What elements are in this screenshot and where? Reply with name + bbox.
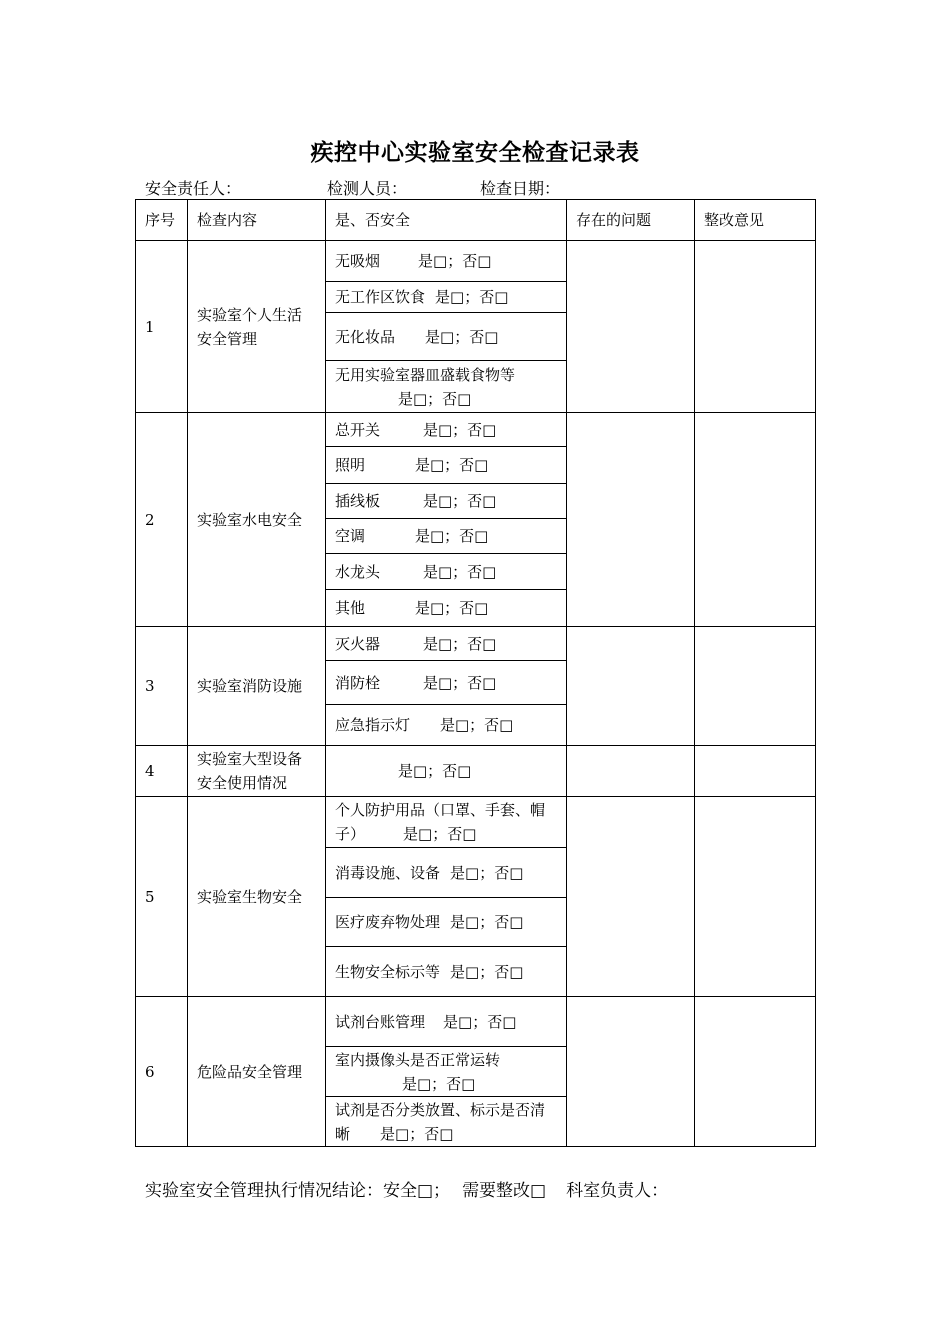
yes-no-options[interactable]: 是□；否□	[423, 673, 497, 692]
yes-no-options[interactable]: 是□；否□	[440, 716, 514, 734]
check-item	[326, 484, 567, 519]
department-head-label: 科室负责人：	[566, 1181, 669, 1201]
check-item	[326, 554, 567, 590]
check-item	[326, 282, 567, 313]
yes-no-options[interactable]: 是□；否□	[450, 962, 524, 981]
conclusion-rectify-checkbox[interactable]: 需要整改□	[462, 1181, 547, 1201]
table-row	[136, 746, 816, 797]
check-item	[326, 447, 567, 484]
item-text: 水龙头	[335, 562, 381, 581]
check-item	[326, 661, 567, 705]
check-item	[326, 361, 567, 413]
yes-no-options[interactable]: 是□；否□	[415, 599, 489, 617]
group-content: 实验室水电安全	[188, 413, 326, 627]
inspector-label: 检测人员：	[327, 179, 408, 198]
inspection-table	[135, 199, 816, 1147]
yes-no-options[interactable]: 是□；否□	[398, 762, 472, 780]
group-number: 1	[136, 241, 188, 413]
check-item	[326, 797, 567, 848]
group-number: 3	[136, 627, 188, 746]
check-item	[326, 947, 567, 997]
yes-no-options[interactable]: 是□；否□	[415, 456, 489, 474]
item-text: 其他	[335, 599, 366, 617]
yes-no-options[interactable]: 是□；否□	[418, 252, 492, 270]
yes-no-options[interactable]: 是□；否□	[403, 825, 477, 843]
yes-no-options[interactable]: 是□；否□	[380, 1124, 454, 1143]
problem-cell[interactable]	[567, 413, 695, 627]
check-item	[326, 848, 567, 898]
item-text: 无化妆品	[335, 327, 396, 346]
check-item	[326, 1097, 567, 1147]
check-item	[326, 705, 567, 746]
item-text: 应急指示灯	[335, 716, 411, 734]
inspection-date-label: 检查日期：	[480, 179, 561, 198]
conclusion-line	[145, 1176, 668, 1201]
group-number: 2	[136, 413, 188, 627]
check-item	[326, 898, 567, 947]
opinion-cell[interactable]	[695, 627, 816, 746]
conclusion-label: 实验室安全管理执行情况结论：	[145, 1181, 383, 1201]
yes-no-options[interactable]: 是□；否□	[402, 1074, 476, 1093]
responsible-person-label: 安全责任人：	[145, 179, 242, 198]
item-text: 室内摄像头是否正常运转	[335, 1050, 501, 1069]
group-content: 实验室大型设备安全使用情况	[188, 746, 326, 797]
yes-no-options[interactable]: 是□；否□	[423, 634, 497, 653]
item-text: 灭火器	[335, 634, 381, 653]
header-safe: 是、否安全	[326, 200, 567, 241]
opinion-cell[interactable]	[695, 413, 816, 627]
problem-cell[interactable]	[567, 797, 695, 997]
problem-cell[interactable]	[567, 241, 695, 413]
item-text: 个人防护用品（口罩、手套、帽子）	[335, 801, 546, 843]
item-text: 无用实验室器皿盛载食物等	[335, 365, 516, 384]
header-row	[136, 200, 816, 241]
check-item	[326, 627, 567, 661]
item-text: 插线板	[335, 492, 381, 510]
header-content: 检查内容	[188, 200, 326, 241]
document-title: 疾控中心实验室安全检查记录表	[310, 139, 640, 166]
group-content: 实验室个人生活安全管理	[188, 241, 326, 413]
group-content: 实验室生物安全	[188, 797, 326, 997]
item-text: 试剂台账管理	[335, 1012, 426, 1031]
yes-no-options[interactable]: 是□；否□	[423, 492, 497, 510]
check-item	[326, 590, 567, 627]
table-row	[136, 997, 816, 1047]
yes-no-options[interactable]: 是□；否□	[450, 913, 524, 931]
opinion-cell[interactable]	[695, 997, 816, 1147]
yes-no-options[interactable]: 是□；否□	[443, 1012, 517, 1031]
opinion-cell[interactable]	[695, 746, 816, 797]
check-item	[326, 413, 567, 447]
check-item	[326, 519, 567, 554]
item-text: 空调	[335, 527, 366, 545]
check-item	[326, 241, 567, 282]
item-text: 试剂是否分类放置、标示是否清晰	[335, 1100, 546, 1143]
yes-no-options[interactable]: 是□；否□	[450, 863, 524, 882]
yes-no-options[interactable]: 是□；否□	[435, 288, 509, 306]
item-text: 消毒设施、设备	[335, 863, 441, 882]
yes-no-options[interactable]: 是□；否□	[423, 562, 497, 581]
yes-no-options[interactable]: 是□；否□	[415, 527, 489, 545]
yes-no-options[interactable]: 是□；否□	[398, 389, 472, 408]
opinion-cell[interactable]	[695, 797, 816, 997]
check-item	[326, 746, 567, 797]
header-problem: 存在的问题	[567, 200, 695, 241]
item-text: 照明	[335, 456, 366, 474]
header-opinion: 整改意见	[695, 200, 816, 241]
check-item	[326, 997, 567, 1047]
opinion-cell[interactable]	[695, 241, 816, 413]
item-text: 无吸烟	[335, 252, 381, 270]
item-text: 消防栓	[335, 673, 381, 692]
problem-cell[interactable]	[567, 997, 695, 1147]
table-row	[136, 797, 816, 848]
group-number: 5	[136, 797, 188, 997]
group-content: 实验室消防设施	[188, 627, 326, 746]
yes-no-options[interactable]: 是□；否□	[425, 327, 499, 346]
item-text: 总开关	[335, 420, 381, 439]
check-item	[326, 1047, 567, 1097]
yes-no-options[interactable]: 是□；否□	[423, 420, 497, 439]
item-text: 生物安全标示等	[335, 962, 441, 981]
group-number: 4	[136, 746, 188, 797]
group-content: 危险品安全管理	[188, 997, 326, 1147]
header-no: 序号	[136, 200, 188, 241]
table-row	[136, 241, 816, 282]
group-number: 6	[136, 997, 188, 1147]
item-text: 无工作区饮食	[335, 288, 426, 306]
table-row	[136, 413, 816, 447]
problem-cell[interactable]	[567, 627, 695, 746]
problem-cell[interactable]	[567, 746, 695, 797]
table-row	[136, 627, 816, 661]
conclusion-safe-checkbox[interactable]: 安全□；	[383, 1181, 451, 1201]
item-text: 医疗废弃物处理	[335, 913, 441, 931]
check-item	[326, 313, 567, 361]
